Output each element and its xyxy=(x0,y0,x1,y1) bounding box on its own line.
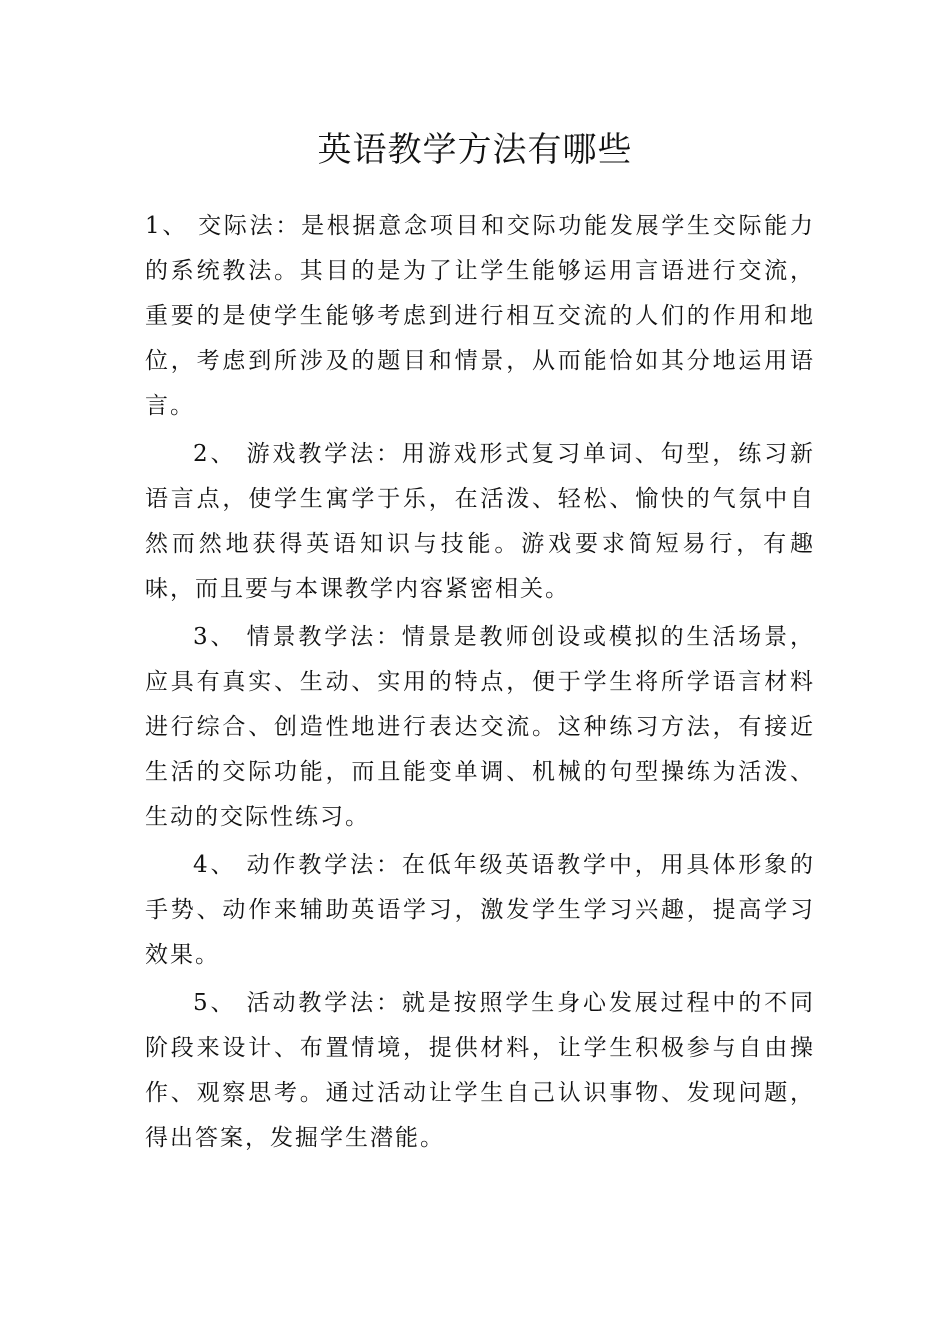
paragraph-action-method: 4、 动作教学法：在低年级英语教学中，用具体形象的手势、动作来辅助英语学习，激发学生学习兴趣，提高学习效果。 xyxy=(145,852,815,968)
paragraph-activity-method: 5、 活动教学法：就是按照学生身心发展过程中的不同阶段来设计、布置情境，提供材料，让学生积极参与自由操作、观察思考。通过活动让学生自己认识事物、发现问题，得出答案，发掘学生潜能。 xyxy=(145,990,815,1151)
document-title: 英语教学方法有哪些 xyxy=(317,130,633,170)
document-body xyxy=(145,204,815,1161)
paragraph-communicative-method: 1、 交际法：是根据意念项目和交际功能发展学生交际能力的系统教法。其目的是为了让学生能够运用言语进行交流，重要的是使学生能够考虑到进行相互交流的人们的作用和地位，考虑到所涉及的题目和情景，从而能恰如其分地运用语言。 xyxy=(145,213,815,419)
paragraph-situational-method: 3、 情景教学法：情景是教师创设或模拟的生活场景，应具有真实、生动、实用的特点，便于学生将所学语言材料进行综合、创造性地进行表达交流。这种练习方法，有接近生活的交际功能，而且能变单调、机械的句型操练为活泼、生动的交际性练习。 xyxy=(145,624,815,830)
paragraph-game-method: 2、 游戏教学法：用游戏形式复习单词、句型，练习新语言点，使学生寓学于乐，在活泼、轻松、愉快的气氛中自然而然地获得英语知识与技能。游戏要求简短易行，有趣味，而且要与本课教学内容紧密相关。 xyxy=(145,441,815,602)
